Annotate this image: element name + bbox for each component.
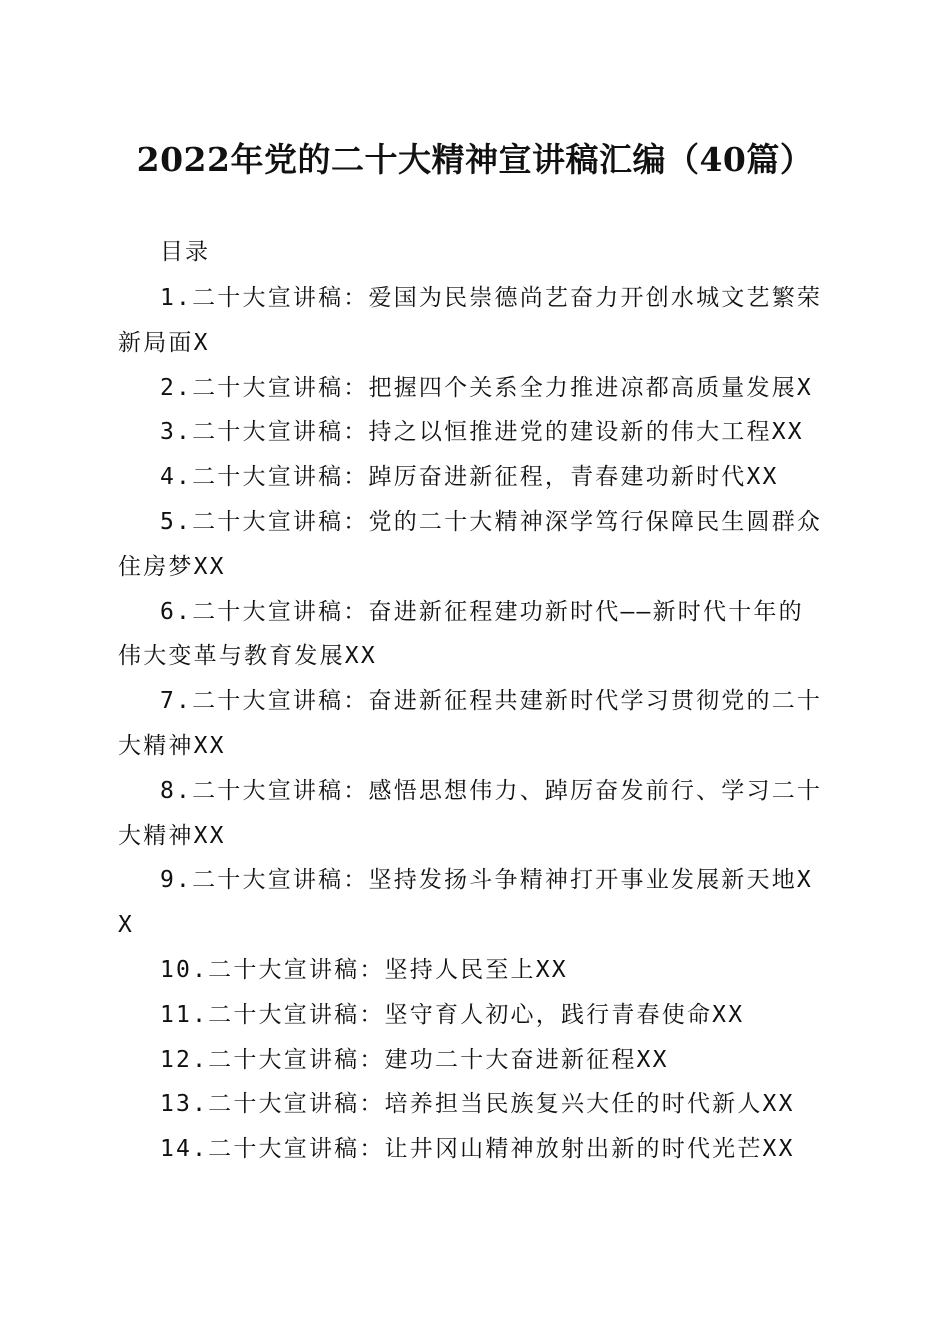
toc-item: 9.二十大宣讲稿：坚持发扬斗争精神打开事业发展新天地XX <box>118 867 813 939</box>
toc-item: 10.二十大宣讲稿：坚持人民至上XX <box>160 956 568 983</box>
toc-item: 13.二十大宣讲稿：培养担当民族复兴大任的时代新人XX <box>160 1091 795 1118</box>
document-title: 2022年党的二十大精神宣讲稿汇编（40篇） <box>136 140 814 179</box>
table-of-contents <box>118 276 826 1172</box>
toc-item: 4.二十大宣讲稿：踔厉奋进新征程，青春建功新时代XX <box>160 464 779 491</box>
toc-item: 5.二十大宣讲稿：党的二十大精神深学笃行保障民生圆群众住房梦XX <box>118 508 823 580</box>
toc-item: 8.二十大宣讲稿：感悟思想伟力、踔厉奋发前行、学习二十大精神XX <box>118 777 823 849</box>
toc-item: 3.二十大宣讲稿：持之以恒推进党的建设新的伟大工程XX <box>160 419 804 446</box>
toc-item: 12.二十大宣讲稿：建功二十大奋进新征程XX <box>160 1046 669 1073</box>
toc-item: 7.二十大宣讲稿：奋进新征程共建新时代学习贯彻党的二十大精神XX <box>118 688 823 759</box>
toc-item: 6.二十大宣讲稿：奋进新征程建功新时代——新时代十年的伟大变革与教育发展XX <box>118 598 804 670</box>
toc-item: 11.二十大宣讲稿：坚守育人初心，践行青春使命XX <box>160 1001 745 1028</box>
toc-item: 2.二十大宣讲稿：把握四个关系全力推进凉都高质量发展X <box>160 374 813 401</box>
toc-item: 14.二十大宣讲稿：让井冈山精神放射出新的时代光芒XX <box>160 1136 795 1163</box>
toc-item: 1.二十大宣讲稿：爱国为民崇德尚艺奋力开创水城文艺繁荣新局面X <box>118 285 823 356</box>
toc-heading: 目录 <box>160 239 210 265</box>
